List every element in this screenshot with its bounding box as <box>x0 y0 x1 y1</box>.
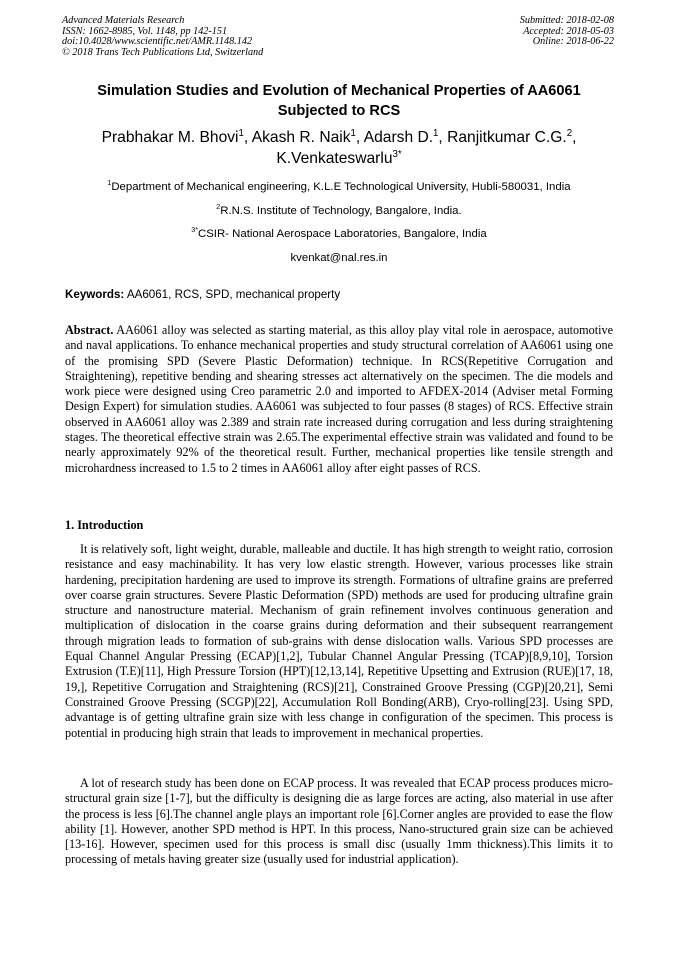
author-name: Adarsh D. <box>363 129 434 146</box>
abstract-text: AA6061 alloy was selected as starting material, as this alloy play vital role in aerospace, automotive and naval applications. To enhance mechanical properties and study structural correlation of AA6061 using one of the promising SPD (Severe Plastic Deformation) technique. In RCS(Repetitive Corrugation and Straightening), repetitive bending and shearing stresses act alternatively on the specimen. The die models and work piece were designed using Creo parametric 2.0 and imported to AFDEX-2014 (Adviser metal Forming Design Expert) for simulation studies. AA6061 was subjected to four passes (8 stages) of RCS. Effective strain observed in AA6061 alloy was 2.389 and strain rate increased during corrugation and less during straightening stages. The theoretical effective strain was 2.65.The experimental effective strain was validated and found to be nearly approximately 92% of the theoretical result. Further, mechanical properties like tensile strength and microhardness increased to 1.5 to 2 times in AA6061 alloy after eight passes of RCS. <box>65 323 613 475</box>
issn-line: ISSN: 1662-8985, Vol. 1148, pp 142-151 <box>62 25 228 37</box>
section-heading-introduction: 1. Introduction <box>65 518 144 532</box>
keywords-label: Keywords: <box>65 288 125 301</box>
author-name: Akash R. Naik <box>251 129 351 146</box>
author-affiliation-mark: 2 <box>566 127 573 139</box>
abstract-label: Abstract. <box>65 323 114 337</box>
affiliation-text: CSIR- National Aerospace Laboratories, Bangalore, India <box>197 228 487 240</box>
introduction-paragraph-1: It is relatively soft, light weight, durable, malleable and ductile. It has high strength to weight ratio, corrosion resistance and easy machinability. It has very low elastic strength. However, various processes like strain hardening, precipitation hardening are used to improve its strength. Formations of ultrafine grains are preferred over coarse grain structures. Severe Plastic Deformation (SPD) methods are used for producing ultrafine grain structure and nanostructure material. Mechanism of grain refinement involves continuous generation and multiplication of dislocation in the coarse grains during deformation and their subsequent rearrangement through migration leads to formation of sub-grains with dense dislocation walls. Various SPD processes are Equal Channel Angular Pressing (ECAP)[1,2], Tubular Channel Angular Pressing (TCAP)[8,9,10], Torsion Extrusion (T.E)[11], High Pressure Torsion (HPT)[12,13,14], Repetitive Upsetting and Extrusion (RUE)[17, 18, 19,], Repetitive Corrugation and Straightening (RCS)[21], Constrained Groove Pressing (CGP)[20,21], Semi Constrained Groove Pressing (SCGP)[22], Accumulation Roll Bonding(ARB), Cryo-rolling[23]. Using SPD, advantage is of getting ultrafine grain size with less change in configuration of the specimen. This process is potential in producing high strain that leads to improvement in mechanical properties. <box>65 542 613 740</box>
affiliation-1 <box>40 180 638 194</box>
journal-header <box>62 16 263 58</box>
author-affiliation-mark: 3* <box>392 148 402 160</box>
affiliation-2 <box>40 204 638 218</box>
contact-email: kvenkat@nal.res.in <box>290 252 388 264</box>
abstract <box>65 323 613 476</box>
author-affiliation-mark: 1 <box>350 127 356 139</box>
author-name: Ranjitkumar C.G. <box>447 129 567 146</box>
title-line-1: Simulation Studies and Evolution of Mechanical Properties of AA6061 <box>97 83 581 99</box>
online-date: Online: 2018-06-22 <box>532 36 614 48</box>
affiliation-mark: 3* <box>191 227 198 235</box>
title-line-2: Subjected to RCS <box>277 103 401 119</box>
affiliation-mark: 1 <box>107 180 112 188</box>
affiliation-3 <box>40 227 638 241</box>
copyright-line: © 2018 Trans Tech Publications Ltd, Switzerland <box>62 46 264 58</box>
doi-line: doi:10.4028/www.scientific.net/AMR.1148.142 <box>62 36 253 48</box>
author-affiliation-mark: 1 <box>433 127 439 139</box>
author-list: Prabhakar M. Bhovi$^1$, Akash R. Naik$^1$, Adarsh D.$^1$, Ranjitkumar C.G.$^2$, K.Venkateswarlu$^{3*}$ <box>101 127 577 167</box>
introduction-paragraph-2: A lot of research study has been done on ECAP process. It was revealed that ECAP process produces micro-structural grain size [1-7], but the difficulty is designing die as large forces are acting, also material in use after the process is less [6].The channel angle plays an important role [6].Corner angles are provided to ease the flow ability [1]. However, another SPD method is HPT. In this process, Nano-structured grain size can be achieved [13-16]. However, specimen used for this process is small disc (usually 1mm thickness).This limits it to processing of metals having greater size (usually used for industrial application). <box>65 776 613 867</box>
journal-name: Advanced Materials Research <box>62 15 185 26</box>
keywords-text: AA6061, RCS, SPD, mechanical property <box>126 288 341 301</box>
dates-header <box>520 16 614 48</box>
author-name: K.Venkateswarlu <box>276 150 393 167</box>
affiliation-text: R.N.S. Institute of Technology, Bangalore, India. <box>220 205 462 217</box>
author-name: Prabhakar M. Bhovi <box>101 129 239 146</box>
keywords <box>65 288 340 302</box>
paper-title <box>40 81 638 121</box>
accepted-date: Accepted: 2018-05-03 <box>523 25 614 37</box>
author-affiliation-mark: 1 <box>238 127 244 139</box>
affiliation-text: Department of Mechanical engineering, K.L.E Technological University, Hubli-580031, India <box>111 181 571 193</box>
submitted-date: Submitted: 2018-02-08 <box>519 15 614 26</box>
affiliation-mark: 2 <box>216 204 221 212</box>
